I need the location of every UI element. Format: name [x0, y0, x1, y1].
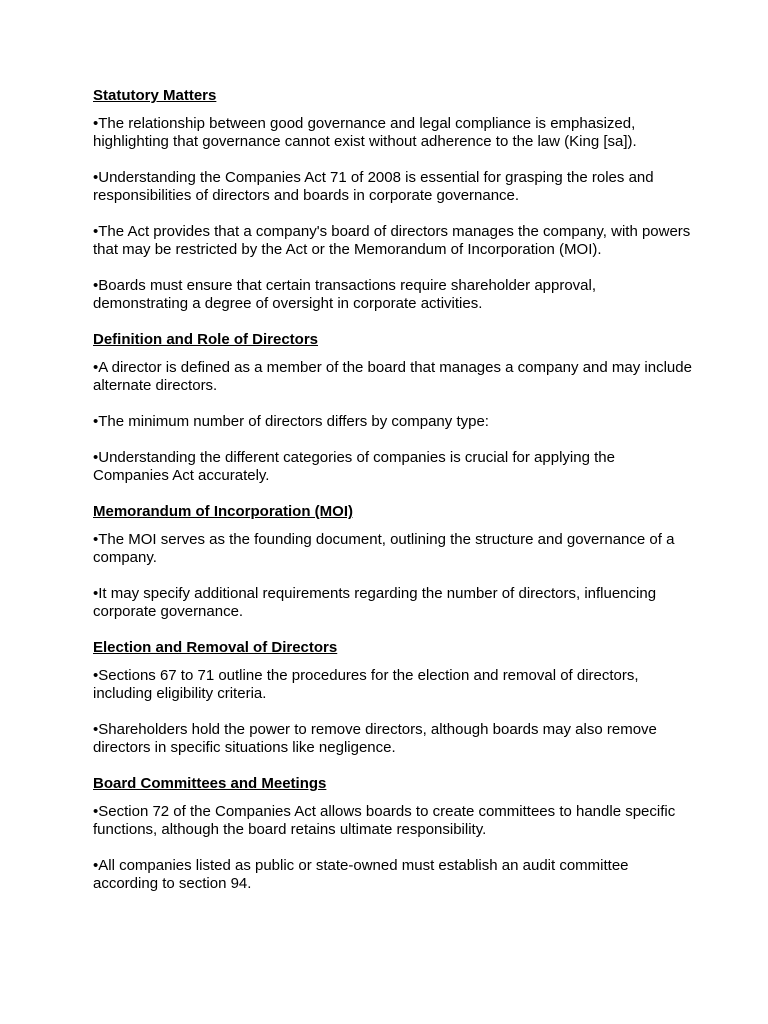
bullet-paragraph: •A director is defined as a member of the board that manages a company and may include alternate directors.	[93, 359, 692, 394]
bullet-paragraph: •Sections 67 to 71 outline the procedures for the election and removal of directors, including eligibility criteria.	[93, 667, 639, 702]
bullet-paragraph: •The relationship between good governance and legal compliance is emphasized, highlighting that governance cannot exist without adherence to the law (King [sa]).	[93, 115, 637, 150]
bullet-paragraph: •Understanding the different categories of companies is crucial for applying the Companies Act accurately.	[93, 449, 615, 484]
section-moi	[93, 503, 693, 621]
bullet-paragraph: •Shareholders hold the power to remove directors, although boards may also remove directors in specific situations like negligence.	[93, 721, 657, 756]
bullet-paragraph: •The minimum number of directors differs by company type:	[93, 413, 489, 430]
section-election-removal	[93, 639, 693, 757]
section-heading: Definition and Role of Directors	[93, 331, 319, 348]
section-heading: Election and Removal of Directors	[93, 639, 338, 656]
bullet-paragraph: •It may specify additional requirements regarding the number of directors, influencing corporate governance.	[93, 585, 657, 620]
section-heading: Board Committees and Meetings	[93, 775, 327, 792]
bullet-paragraph: •Boards must ensure that certain transactions require shareholder approval, demonstrating a degree of oversight in corporate activities.	[93, 277, 597, 312]
bullet-paragraph: •Section 72 of the Companies Act allows boards to create committees to handle specific functions, although the board retains ultimate responsibility.	[93, 803, 676, 838]
bullet-paragraph: •The MOI serves as the founding document, outlining the structure and governance of a company.	[93, 531, 675, 566]
section-statutory-matters	[93, 87, 693, 313]
section-heading: Memorandum of Incorporation (MOI)	[93, 503, 353, 520]
section-board-committees	[93, 775, 693, 893]
document-page	[93, 87, 693, 911]
bullet-paragraph: •The Act provides that a company's board of directors manages the company, with powers that may be restricted by the Act or the Memorandum of Incorporation (MOI).	[93, 223, 691, 258]
bullet-paragraph: •All companies listed as public or state-owned must establish an audit committee according to section 94.	[93, 857, 629, 892]
section-heading: Statutory Matters	[93, 87, 217, 104]
section-definition-role-directors	[93, 331, 693, 485]
bullet-paragraph: •Understanding the Companies Act 71 of 2008 is essential for grasping the roles and responsibilities of directors and boards in corporate governance.	[93, 169, 654, 204]
